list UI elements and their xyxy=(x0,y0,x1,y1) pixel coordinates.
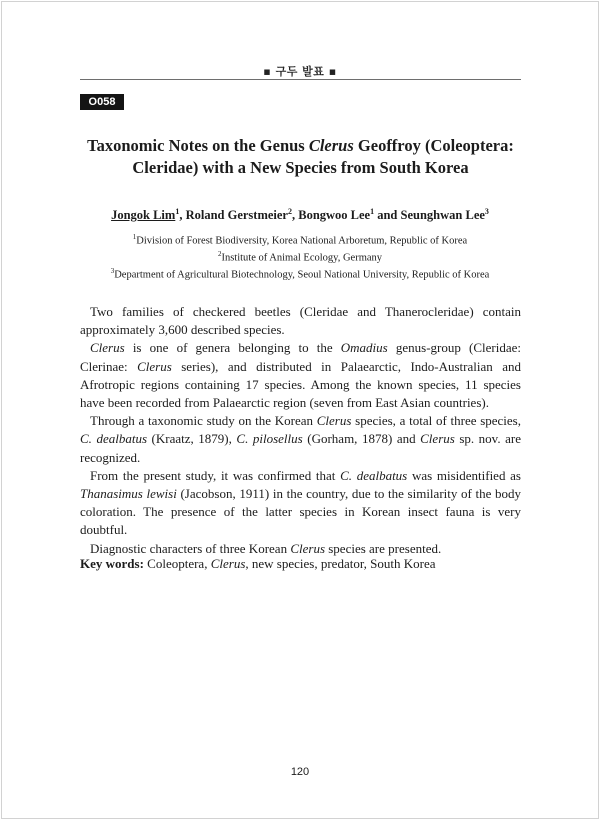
italic-taxon-name: C. pilosellus xyxy=(236,431,303,447)
text-run: is one of genera belonging to the xyxy=(124,340,341,356)
italic-taxon-name: Clerus xyxy=(316,413,352,429)
abstract-paragraph xyxy=(80,412,521,467)
author-affil-sup: 2 xyxy=(287,207,292,216)
text-run: From the present study, it was confirmed that xyxy=(90,467,341,483)
abstract-paragraph xyxy=(80,303,521,339)
author-name: Roland Gerstmeier xyxy=(185,208,288,223)
title-text: Cleridae) with a New Species from South Korea xyxy=(132,158,469,177)
text-run: series), and distributed in Palaearctic, Indo-Australian and Afrotropic regions containing 17 species. Among the known species, 11 species have been recorded from Palaearctic region (seven from East Asian countries). xyxy=(80,358,521,411)
affiliation-line xyxy=(60,231,540,248)
author-separator: , xyxy=(179,208,186,223)
affiliation-sup: 1 xyxy=(132,233,137,241)
italic-taxon-name: Clerus xyxy=(137,358,172,374)
title-text: Geoffroy (Coleoptera: xyxy=(353,136,514,155)
abstract-paragraph xyxy=(80,339,521,412)
text-run: (Gorham, 1878) and xyxy=(302,431,421,447)
keywords-label: Key words: xyxy=(80,556,144,571)
affiliation-sup: 2 xyxy=(217,250,222,258)
text-run: sp. nov. are recognized. xyxy=(80,431,521,465)
author-affil-sup: 1 xyxy=(175,207,180,216)
italic-taxon-name: Clerus xyxy=(90,340,125,356)
abstract-body xyxy=(80,303,521,558)
author-separator: and xyxy=(374,208,401,223)
header-rule xyxy=(80,79,521,80)
author-list xyxy=(60,207,540,223)
italic-taxon-name: Clerus xyxy=(290,540,325,556)
author-name: Seunghwan Lee xyxy=(400,208,485,223)
text-run: species, a total of three species, xyxy=(351,413,521,429)
affiliations xyxy=(60,231,540,282)
text-run: , new species, predator, South Korea xyxy=(245,556,436,571)
page-number: 120 xyxy=(290,766,310,778)
section-header: ▪ 구두 발표 ▪ xyxy=(263,65,337,78)
keywords-line xyxy=(80,556,521,572)
text-run: Two families of checkered beetles (Cleridae and Thanerocleridae) contain approximately 3,600 described species. xyxy=(80,304,521,338)
italic-taxon-name: C. dealbatus xyxy=(80,431,148,447)
author-name: Bongwoo Lee xyxy=(298,208,371,223)
italic-taxon-name: Omadius xyxy=(340,340,388,356)
abstract-paragraph xyxy=(80,467,521,540)
text-run: (Kraatz, 1879), xyxy=(147,431,237,447)
affiliation-text: Institute of Animal Ecology, Germany xyxy=(221,252,383,264)
author-separator: , xyxy=(291,208,299,223)
text-run: Diagnostic characters of three Korean xyxy=(90,540,291,556)
text-run: Coleoptera, xyxy=(147,556,211,571)
italic-taxon-name: Clerus xyxy=(420,431,455,447)
title-text: Taxonomic Notes on the Genus xyxy=(87,136,309,155)
affiliation-text: Division of Forest Biodiversity, Korea National Arboretum, Republic of Korea xyxy=(136,235,468,247)
author-name: Jongok Lim xyxy=(111,208,176,223)
text-run: genus-group (Cleridae: Clerinae: xyxy=(80,340,521,374)
text-run: species are presented. xyxy=(325,540,442,556)
italic-taxon-name: Clerus xyxy=(210,556,246,571)
paper-title xyxy=(80,135,521,179)
text-run: Through a taxonomic study on the Korean xyxy=(90,413,317,429)
abstract-code-badge: O058 xyxy=(80,94,124,110)
italic-taxon-name: C. dealbatus xyxy=(340,467,408,483)
title-genus: Clerus xyxy=(308,136,354,155)
italic-taxon-name: Thanasimus lewisi xyxy=(80,486,177,502)
author-affil-sup: 1 xyxy=(370,207,375,216)
affiliation-sup: 3 xyxy=(110,267,115,275)
affiliation-text: Department of Agricultural Biotechnology, Seoul National University, Republic of Korea xyxy=(114,269,490,281)
text-run: (Jacobson, 1911) in the country, due to the similarity of the body coloration. The presence of the latter species in Korean insect fauna is very doubtful. xyxy=(80,486,521,538)
author-affil-sup: 3 xyxy=(484,207,489,216)
affiliation-line xyxy=(60,265,540,282)
text-run: was misidentified as xyxy=(407,467,521,483)
affiliation-line xyxy=(60,248,540,265)
